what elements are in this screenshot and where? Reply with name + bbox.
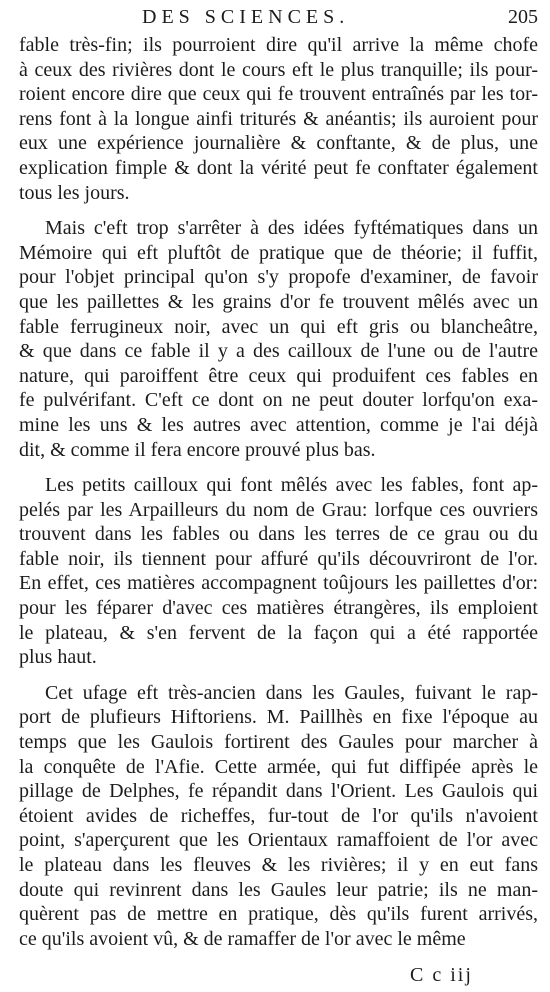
body-text xyxy=(19,33,538,951)
paragraph xyxy=(19,681,538,952)
paragraph xyxy=(19,473,538,670)
text-line: eux une expérience journalière & conftante, & de plus, une xyxy=(19,132,538,155)
text-line: dit, & comme il fera encore prouvé plus bas. xyxy=(19,438,376,461)
text-line: En effet, ces matières accompagnent toûjours les paillettes d'or: xyxy=(19,572,538,595)
text-line: mine les uns & les autres avec attention, comme je l'ai déjà xyxy=(19,413,538,436)
paragraph-gap xyxy=(19,462,538,473)
text-line: tous les jours. xyxy=(19,181,130,204)
running-head xyxy=(0,4,550,30)
text-line: Mémoire qui eft pluftôt de pratique que de théorie; il fuffit, xyxy=(19,241,538,264)
text-line: pour les féparer d'avec ces matières étrangères, ils emploient xyxy=(19,597,538,620)
text-line: nature, qui paroiffent être ceux qui produifent ces fables en xyxy=(19,364,538,387)
text-line: pelés par les Arpailleurs du nom de Grau: lorfque ces ouvriers xyxy=(19,498,538,521)
catchword: C c iij xyxy=(410,964,473,986)
text-line: le plateau dans les fleuves & les rivières; il y en eut fans xyxy=(19,854,538,876)
text-line: plus haut. xyxy=(19,646,97,669)
text-line: le plateau, & s'en fervent de la façon qui a été rapportée xyxy=(19,621,538,644)
text-line: étoient avides de richeffes, fur-tout de l'or qu'ils n'avoient xyxy=(19,804,538,827)
paragraph xyxy=(19,33,538,205)
text-line: fe pulvérifant. C'eft ce dont on ne peut douter lorfqu'on exa- xyxy=(19,389,538,412)
paragraph xyxy=(19,216,538,462)
text-line: que les paillettes & les grains d'or fe trouvent mêlés avec un xyxy=(19,290,538,313)
text-line: fable très-fin; ils pourroient dire qu'il arrive la même chofe xyxy=(19,34,538,56)
text-line: pillage de Delphes, fe répandit dans l'Orient. Les Gaulois qui xyxy=(19,780,538,803)
text-line: Les petits cailloux qui font mêlés avec les fables, font ap- xyxy=(45,474,538,497)
text-line: à ceux des rivières dont le cours eft le plus tranquille; ils pour- xyxy=(19,58,538,81)
text-line: fable noir, ils tiennent pour affuré qu'ils découvriront de l'or. xyxy=(19,547,538,570)
running-title: DES SCIENCES. xyxy=(142,6,350,28)
text-line: explication fimple & dont la vérité peut fe conftater également xyxy=(19,156,538,179)
text-line: doute qui revinrent dans les Gaules leur patrie; ils ne man- xyxy=(19,878,538,901)
text-line: roient encore dire que ceux qui fe trouvent entraînés par les tor- xyxy=(19,83,538,106)
text-line: Mais c'eft trop s'arrêter à des idées fyftématiques dans un xyxy=(45,217,538,240)
paragraph-gap xyxy=(19,670,538,681)
text-line: pour l'objet principal qu'on s'y propofe d'examiner, de favoir xyxy=(19,266,538,289)
text-line: trouvent dans les fables ou dans les terres de ce grau ou du xyxy=(19,523,538,546)
text-line: rens font à la longue ainfi triturés & anéantis; ils auroient pour xyxy=(19,107,538,130)
text-line: quèrent pas de mettre en pratique, dès qu'ils furent arrivés, xyxy=(19,903,538,926)
page-number: 205 xyxy=(508,6,538,28)
text-line: temps que les Gaulois fortirent des Gaules pour marcher à xyxy=(19,731,538,754)
text-line: ce qu'ils avoient vû, & de ramaffer de l'or avec le même xyxy=(19,927,466,950)
text-line: Cet ufage eft très-ancien dans les Gaules, fuivant le rap- xyxy=(45,681,538,704)
text-line: la conquête de l'Afie. Cette armée, qui fut diffipée après le xyxy=(19,755,538,778)
text-line: fable ferrugineux noir, avec un qui eft gris ou blancheâtre, xyxy=(19,315,538,338)
text-line: & que dans ce fable il y a des cailloux de l'une ou de l'autre xyxy=(19,340,538,363)
text-line: point, s'aperçurent que les Orientaux ramaffoient de l'or avec xyxy=(19,829,538,852)
text-line: port de plufieurs Hiftoriens. M. Paillhès en fixe l'époque au xyxy=(19,706,538,729)
paragraph-gap xyxy=(19,205,538,216)
